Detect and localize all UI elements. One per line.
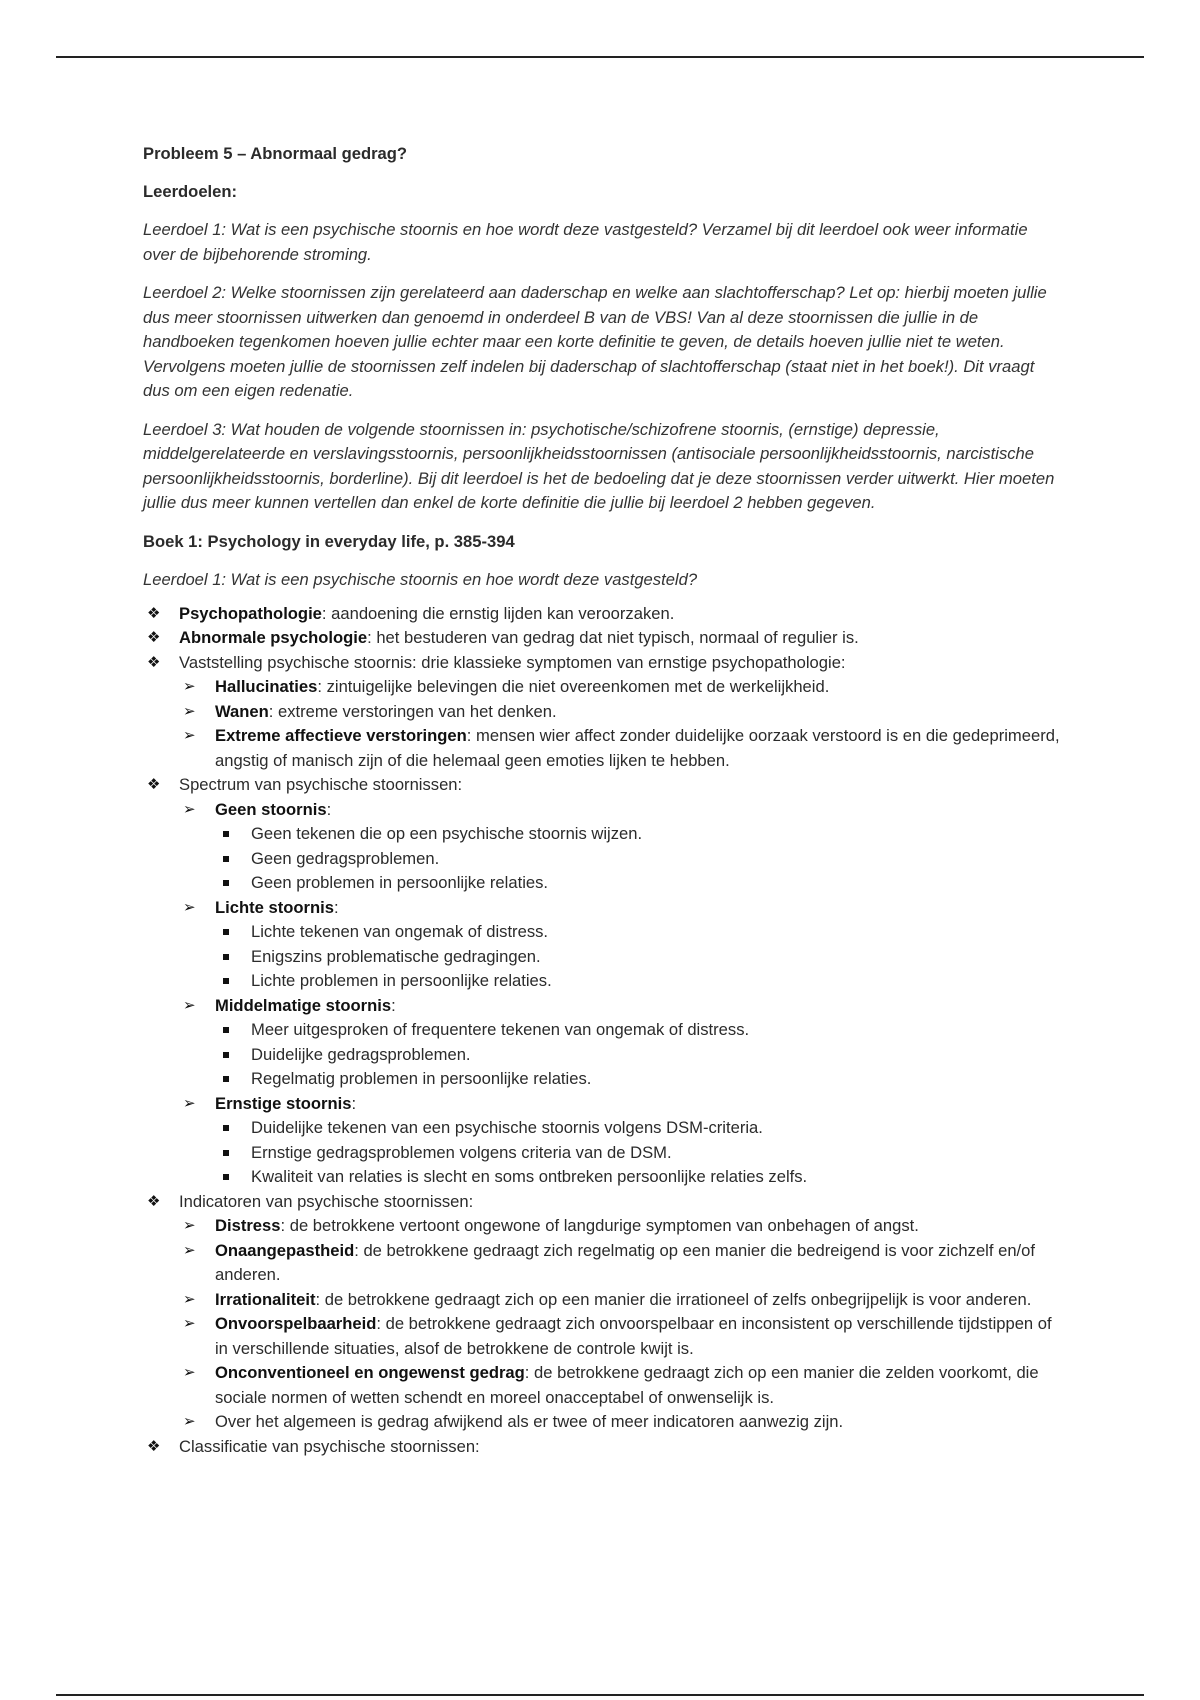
leerdoel-2: Leerdoel 2: Welke stoornissen zijn gerelateerd aan daderschap en welke aan slachtofferschap? Let op: hierbij moeten jullie dus meer stoornissen uitwerken dan genoemd in onderdeel B van de VBS! Van al deze stoornissen die jullie in de handboeken tegenkomen hoeven jullie echter maar een korte definitie te geven, de details hoeven jullie niet te weten. Vervolgens moeten jullie de stoornissen zelf indelen bij daderschap of slachtofferschap (staat niet in het boek!). Dit vraagt dus om een eigen redenatie.	[143, 283, 1047, 400]
square-bullet-icon	[223, 1150, 229, 1156]
book-heading: Boek 1: Psychology in everyday life, p. 385-394	[143, 531, 515, 551]
diamond-bullet-icon: ❖	[147, 604, 161, 622]
arrow-bullet-icon: ➢	[183, 1217, 196, 1234]
list-item: ➢ Over het algemeen is gedrag afwijkend als er twee of meer indicatoren aanwezig zijn.	[179, 1410, 1063, 1435]
arrow-bullet-icon: ➢	[183, 702, 196, 720]
list-item: ➢ Irrationaliteit: de betrokkene gedraagt zich op een manier die irrationeel of zelfs onbegrijpelijk is voor anderen.	[179, 1288, 1063, 1313]
diamond-bullet-icon: ❖	[147, 776, 161, 793]
document-body	[143, 142, 1063, 1459]
book-goal: Leerdoel 1: Wat is een psychische stoornis en hoe wordt deze vastgesteld?	[143, 570, 698, 589]
list-item: ➢ Hallucinaties: zintuigelijke belevingen die niet overeenkomen met de werkelijkheid.	[179, 675, 1063, 700]
square-bullet-icon	[223, 831, 229, 837]
arrow-bullet-icon: ➢	[183, 727, 196, 744]
arrow-bullet-icon: ➢	[183, 1241, 196, 1259]
leerdoel-1: Leerdoel 1: Wat is een psychische stoornis en hoe wordt deze vastgesteld? Verzamel bij dit leerdoel ook weer informatie over de bijbehorende stroming.	[143, 220, 1028, 264]
list-item: ➢ Onvoorspelbaarheid: de betrokkene gedraagt zich onvoorspelbaar en inconsistent op verschillende tijdstippen of in verschillende situaties, alsof de betrokkene de controle kwijt is.	[183, 1314, 1052, 1358]
list-item: ❖ Psychopathologie: aandoening die ernstig lijden kan veroorzaken.	[143, 602, 1063, 627]
outline-list	[143, 602, 1063, 1460]
list-item: Meer uitgesproken of frequentere tekenen van ongemak of distress.	[215, 1018, 1063, 1043]
list-item: ➢ Onaangepastheid: de betrokkene gedraagt zich regelmatig op een manier die bedreigend is voor zichzelf en/of anderen.	[183, 1240, 1035, 1284]
arrow-bullet-icon: ➢	[183, 1094, 196, 1112]
arrow-bullet-icon: ➢	[183, 1315, 196, 1332]
list-item: ❖ Spectrum van psychische stoornissen: ➢ Geen stoornis: Geen tekenen die op een psychische stoornis wijzen. Geen gedragsproblemen. Geen problemen in persoonlijke relaties. ➢ Lichte stoornis: Lichte tekenen van ongemak of distress. Enigszins problematische gedragingen. Lichte problemen in persoonlijke relaties. ➢ Middelmatige stoornis: Meer uitgesproken of frequentere tekenen van ongemak of distress. Duidelijke gedragsproblemen. Regelmatig problemen in persoonlijke relaties. ➢ Ernstige stoornis: Duidelijke tekenen van een psychische stoornis volgens DSM-criteria. Ernstige gedragsproblemen volgens criteria van de DSM. Kwaliteit van relaties is slecht en soms ontbreken persoonlijke relaties zelfs.	[143, 773, 1063, 1190]
list-item: ❖ Classificatie van psychische stoornissen:	[143, 1435, 1063, 1460]
list-item: Geen tekenen die op een psychische stoornis wijzen.	[215, 822, 1063, 847]
list-item: Ernstige gedragsproblemen volgens criteria van de DSM.	[215, 1141, 1063, 1166]
list-item: Kwaliteit van relaties is slecht en soms ontbreken persoonlijke relaties zelfs.	[215, 1165, 1063, 1190]
list-item: ➢ Onconventioneel en ongewenst gedrag: de betrokkene gedraagt zich op een manier die zelden voorkomt, die sociale normen of wetten schendt en moreel onacceptabel of onwenselijk is.	[183, 1363, 1039, 1407]
list-item: Regelmatig problemen in persoonlijke relaties.	[215, 1067, 1063, 1092]
leerdoelen-heading: Leerdoelen:	[143, 181, 238, 201]
list-item: Lichte tekenen van ongemak of distress.	[215, 920, 1063, 945]
square-bullet-icon	[223, 856, 229, 862]
list-item: ➢ Distress: de betrokkene vertoont ongewone of langdurige symptomen van onbehagen of angst.	[179, 1214, 1063, 1239]
square-bullet-icon	[223, 929, 229, 935]
list-item: ➢ Middelmatige stoornis: Meer uitgesproken of frequentere tekenen van ongemak of distress. Duidelijke gedragsproblemen. Regelmatig problemen in persoonlijke relaties.	[179, 994, 1063, 1092]
square-bullet-icon	[223, 1125, 229, 1131]
list-item: Duidelijke tekenen van een psychische stoornis volgens DSM-criteria.	[215, 1116, 1063, 1141]
arrow-bullet-icon: ➢	[183, 996, 196, 1014]
square-bullet-icon	[223, 880, 229, 886]
square-bullet-icon	[223, 954, 229, 960]
list-item: ➢ Ernstige stoornis: Duidelijke tekenen van een psychische stoornis volgens DSM-criteria. Ernstige gedragsproblemen volgens criteria van de DSM. Kwaliteit van relaties is slecht en soms ontbreken persoonlijke relaties zelfs.	[179, 1092, 1063, 1190]
header-rule	[56, 56, 1144, 58]
arrow-bullet-icon: ➢	[183, 1290, 196, 1308]
arrow-bullet-icon: ➢	[183, 678, 196, 695]
list-item: Lichte problemen in persoonlijke relaties.	[215, 969, 1063, 994]
arrow-bullet-icon: ➢	[183, 1364, 196, 1381]
arrow-bullet-icon: ➢	[183, 1413, 196, 1430]
square-bullet-icon	[223, 1174, 229, 1180]
square-bullet-icon	[223, 978, 229, 984]
page-title: Probleem 5 – Abnormaal gedrag?	[143, 144, 408, 163]
list-item: Duidelijke gedragsproblemen.	[215, 1043, 1063, 1068]
arrow-bullet-icon: ➢	[183, 800, 196, 818]
list-item: ➢ Lichte stoornis: Lichte tekenen van ongemak of distress. Enigszins problematische gedragingen. Lichte problemen in persoonlijke relaties.	[179, 896, 1063, 994]
list-item: ➢ Wanen: extreme verstoringen van het denken.	[179, 700, 1063, 725]
list-item: ❖ Vaststelling psychische stoornis: drie klassieke symptomen van ernstige psychopathologie: ➢ Hallucinaties: zintuigelijke belevingen die niet overeenkomen met de werkelijkheid. ➢ Wanen: extreme verstoringen van het denken. ➢ Extreme affectieve verstoringen: mensen wier affect zonder duidelijke oorzaak verstoord is en die gedeprimeerd, angstig of manisch zijn of die helemaal geen emoties lijken te hebben.	[143, 651, 1063, 774]
list-item: ➢ Extreme affectieve verstoringen: mensen wier affect zonder duidelijke oorzaak verstoord is en die gedeprimeerd, angstig of manisch zijn of die helemaal geen emoties lijken te hebben.	[183, 726, 1060, 770]
diamond-bullet-icon: ❖	[147, 653, 161, 671]
square-bullet-icon	[223, 1076, 229, 1082]
list-item: Geen problemen in persoonlijke relaties.	[215, 871, 1063, 896]
square-bullet-icon	[223, 1027, 229, 1033]
square-bullet-icon	[223, 1052, 229, 1058]
list-item: Geen gedragsproblemen.	[215, 847, 1063, 872]
arrow-bullet-icon: ➢	[183, 898, 196, 916]
footer-rule	[56, 1694, 1144, 1696]
diamond-bullet-icon: ❖	[147, 1192, 161, 1210]
list-item: ❖ Abnormale psychologie: het bestuderen van gedrag dat niet typisch, normaal of regulier is.	[143, 626, 1063, 651]
diamond-bullet-icon: ❖	[147, 1437, 161, 1455]
list-item: ➢ Geen stoornis: Geen tekenen die op een psychische stoornis wijzen. Geen gedragsproblemen. Geen problemen in persoonlijke relaties.	[179, 798, 1063, 896]
list-item: ❖ Indicatoren van psychische stoornissen: ➢ Distress: de betrokkene vertoont ongewone of langdurige symptomen van onbehagen of angst. ➢ Onaangepastheid: de betrokkene gedraagt zich regelmatig op een manier die bedreigend is voor zichzelf en/of anderen. ➢ Irrationaliteit: de betrokkene gedraagt zich op een manier die irrationeel of zelfs onbegrijpelijk is voor anderen. ➢ Onvoorspelbaarheid: de betrokkene gedraagt zich onvoorspelbaar en inconsistent op verschillende tijdstippen of in verschillende situaties, alsof de betrokkene de controle kwijt is. ➢ Onconventioneel en ongewenst gedrag: de betrokkene gedraagt zich op een manier die zelden voorkomt, die sociale normen of wetten schendt en moreel onacceptabel of onwenselijk is. ➢ Over het algemeen is gedrag afwijkend als er twee of meer indicatoren aanwezig zijn.	[143, 1190, 1063, 1435]
leerdoel-3: Leerdoel 3: Wat houden de volgende stoornissen in: psychotische/schizofrene stoornis, (ernstige) depressie, middelgerelateerde en verslavingsstoornis, persoonlijkheidsstoornissen (antisociale persoonlijkheidsstoornis, narcistische persoonlijkheidsstoornis, borderline). Bij dit leerdoel is het de bedoeling dat je deze stoornissen verder uitwerkt. Hier moeten jullie dus meer kunnen vertellen dan enkel de korte definitie die jullie bij leerdoel 2 hebben gegeven.	[143, 419, 1055, 512]
list-item: Enigszins problematische gedragingen.	[215, 945, 1063, 970]
diamond-bullet-icon: ❖	[147, 629, 161, 646]
